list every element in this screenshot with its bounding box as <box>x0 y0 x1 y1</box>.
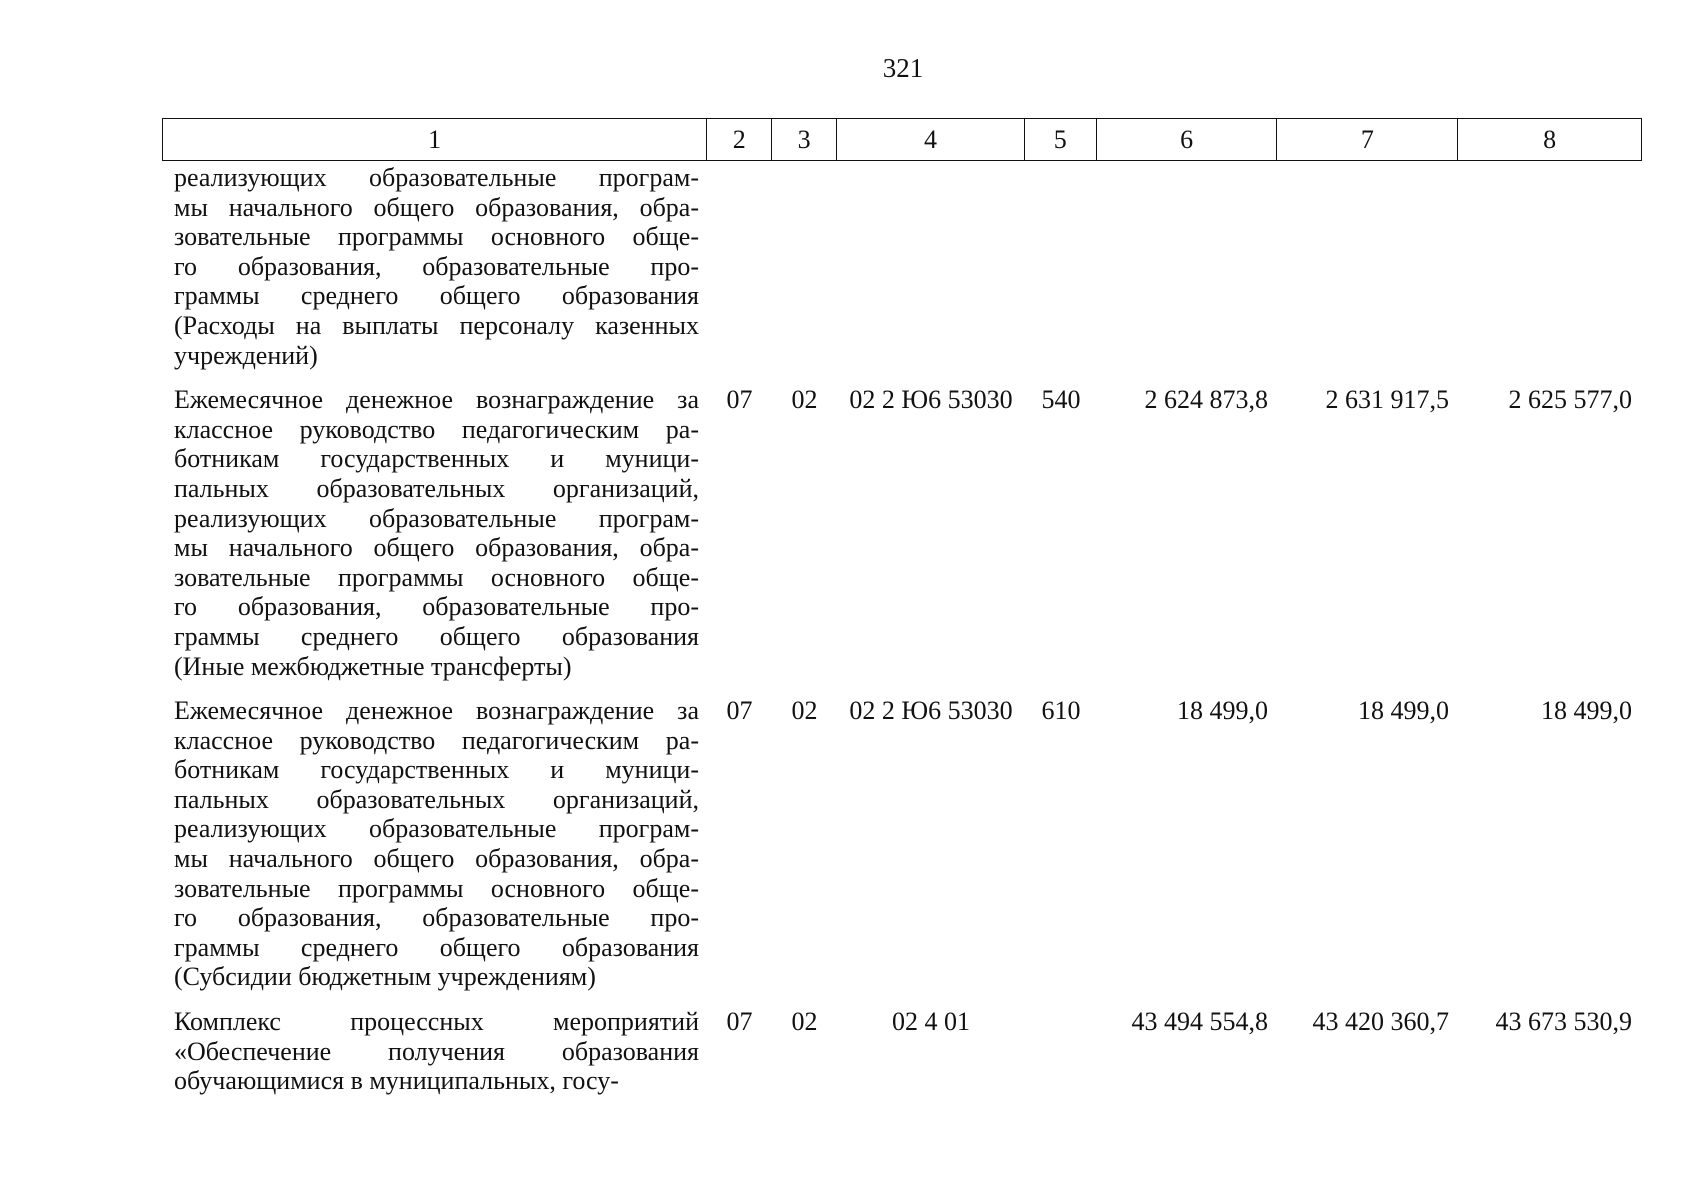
description-line: го образования, образовательные про- <box>174 592 699 622</box>
description-line: классное руководство педагогическим ра- <box>174 725 699 755</box>
header-col-7: 7 <box>1277 119 1458 160</box>
description-line: мы начального общего образования, обра- <box>174 844 699 874</box>
cell-amount-year-3: 2 625 577,0 <box>1508 385 1632 415</box>
cell-amount-year-1: 2 624 873,8 <box>1144 385 1268 415</box>
description-line: го образования, образовательные про- <box>174 251 699 281</box>
description-line: пальных образовательных организаций, <box>174 784 699 814</box>
header-col-5: 5 <box>1025 119 1097 160</box>
description-line: го образования, образовательные про- <box>174 903 699 933</box>
description-line: зовательные программы основного обще- <box>174 873 699 903</box>
description-line: обучающимися в муниципальных, госу- <box>174 1066 619 1096</box>
table-row <box>162 1007 1642 1096</box>
description-line: мы начального общего образования, обра- <box>174 192 699 222</box>
cell-amount-year-3 <box>1459 163 1642 370</box>
cell-expense-type: 540 <box>1041 385 1081 415</box>
description-line: реализующих образовательные програм- <box>174 503 699 533</box>
description-line: мы начального общего образования, обра- <box>174 533 699 563</box>
description-line: (Субсидии бюджетным учреждениям) <box>174 962 596 992</box>
cell-amount-year-3: 18 499,0 <box>1541 696 1632 726</box>
cell-expense-type <box>1025 1007 1097 1096</box>
cell-amount-year-2: 18 499,0 <box>1358 696 1449 726</box>
cell-description <box>162 696 707 992</box>
cell-target-article: 02 2 Ю6 53030 <box>849 696 1013 726</box>
cell-description <box>162 1007 707 1096</box>
description-line: (Расходы на выплаты персоналу казенных <box>174 310 699 340</box>
header-col-6: 6 <box>1097 119 1278 160</box>
header-col-1: 1 <box>163 119 707 160</box>
cell-amount-year-3: 43 673 530,9 <box>1495 1007 1632 1037</box>
header-col-8: 8 <box>1543 125 1557 154</box>
description-line: граммы среднего общего образования <box>174 281 699 311</box>
description-line: ботникам государственных и муници- <box>174 755 699 785</box>
description-line: классное руководство педагогическим ра- <box>174 414 699 444</box>
table-row <box>162 163 1642 370</box>
description-line: ботникам государственных и муници- <box>174 444 699 474</box>
description-line: реализующих образовательные програм- <box>174 814 699 844</box>
cell-section: 07 <box>726 696 753 726</box>
header-col-4: 4 <box>837 119 1025 160</box>
description-line: (Иные межбюджетные трансферты) <box>174 651 572 681</box>
cell-target-article <box>837 163 1025 370</box>
cell-amount-year-1: 18 499,0 <box>1177 696 1268 726</box>
cell-subsection: 02 <box>791 696 818 726</box>
cell-amount-year-2: 43 420 360,7 <box>1312 1007 1449 1037</box>
cell-target-article: 02 2 Ю6 53030 <box>849 385 1013 415</box>
description-line: граммы среднего общего образования <box>174 621 699 651</box>
description-line: реализующих образовательные програм- <box>174 163 699 192</box>
cell-section: 07 <box>726 1007 753 1037</box>
cell-subsection: 02 <box>791 1007 818 1037</box>
cell-amount-year-2: 2 631 917,5 <box>1325 385 1449 415</box>
cell-amount-year-1 <box>1097 163 1278 370</box>
cell-expense-type <box>1025 163 1097 370</box>
description-line: пальных образовательных организаций, <box>174 473 699 503</box>
cell-description <box>162 385 707 681</box>
description-line: зовательные программы основного обще- <box>174 562 699 592</box>
cell-amount-year-1: 43 494 554,8 <box>1131 1007 1268 1037</box>
cell-subsection <box>772 163 837 370</box>
table-body <box>162 163 1642 1096</box>
description-line: граммы среднего общего образования <box>174 932 699 962</box>
description-line: Комплекс процессных мероприятий <box>174 1007 699 1037</box>
description-line: зовательные программы основного обще- <box>174 222 699 252</box>
description-line: учреждений) <box>174 340 318 370</box>
cell-target-article: 02 4 01 <box>892 1007 970 1037</box>
header-col-3: 3 <box>772 119 837 160</box>
page-number: 321 <box>882 53 924 83</box>
table-header-row <box>162 118 1642 161</box>
cell-subsection: 02 <box>791 385 818 415</box>
header-col-2: 2 <box>707 119 772 160</box>
table-row <box>162 696 1642 992</box>
description-line: Ежемесячное денежное вознаграждение за <box>174 385 699 415</box>
description-line: «Обеспечение получения образования <box>174 1036 699 1066</box>
cell-expense-type: 610 <box>1041 696 1081 726</box>
cell-amount-year-2 <box>1278 163 1459 370</box>
cell-description <box>162 163 707 370</box>
cell-section: 07 <box>726 385 753 415</box>
description-line: Ежемесячное денежное вознаграждение за <box>174 696 699 726</box>
table-row <box>162 385 1642 681</box>
cell-section <box>707 163 772 370</box>
